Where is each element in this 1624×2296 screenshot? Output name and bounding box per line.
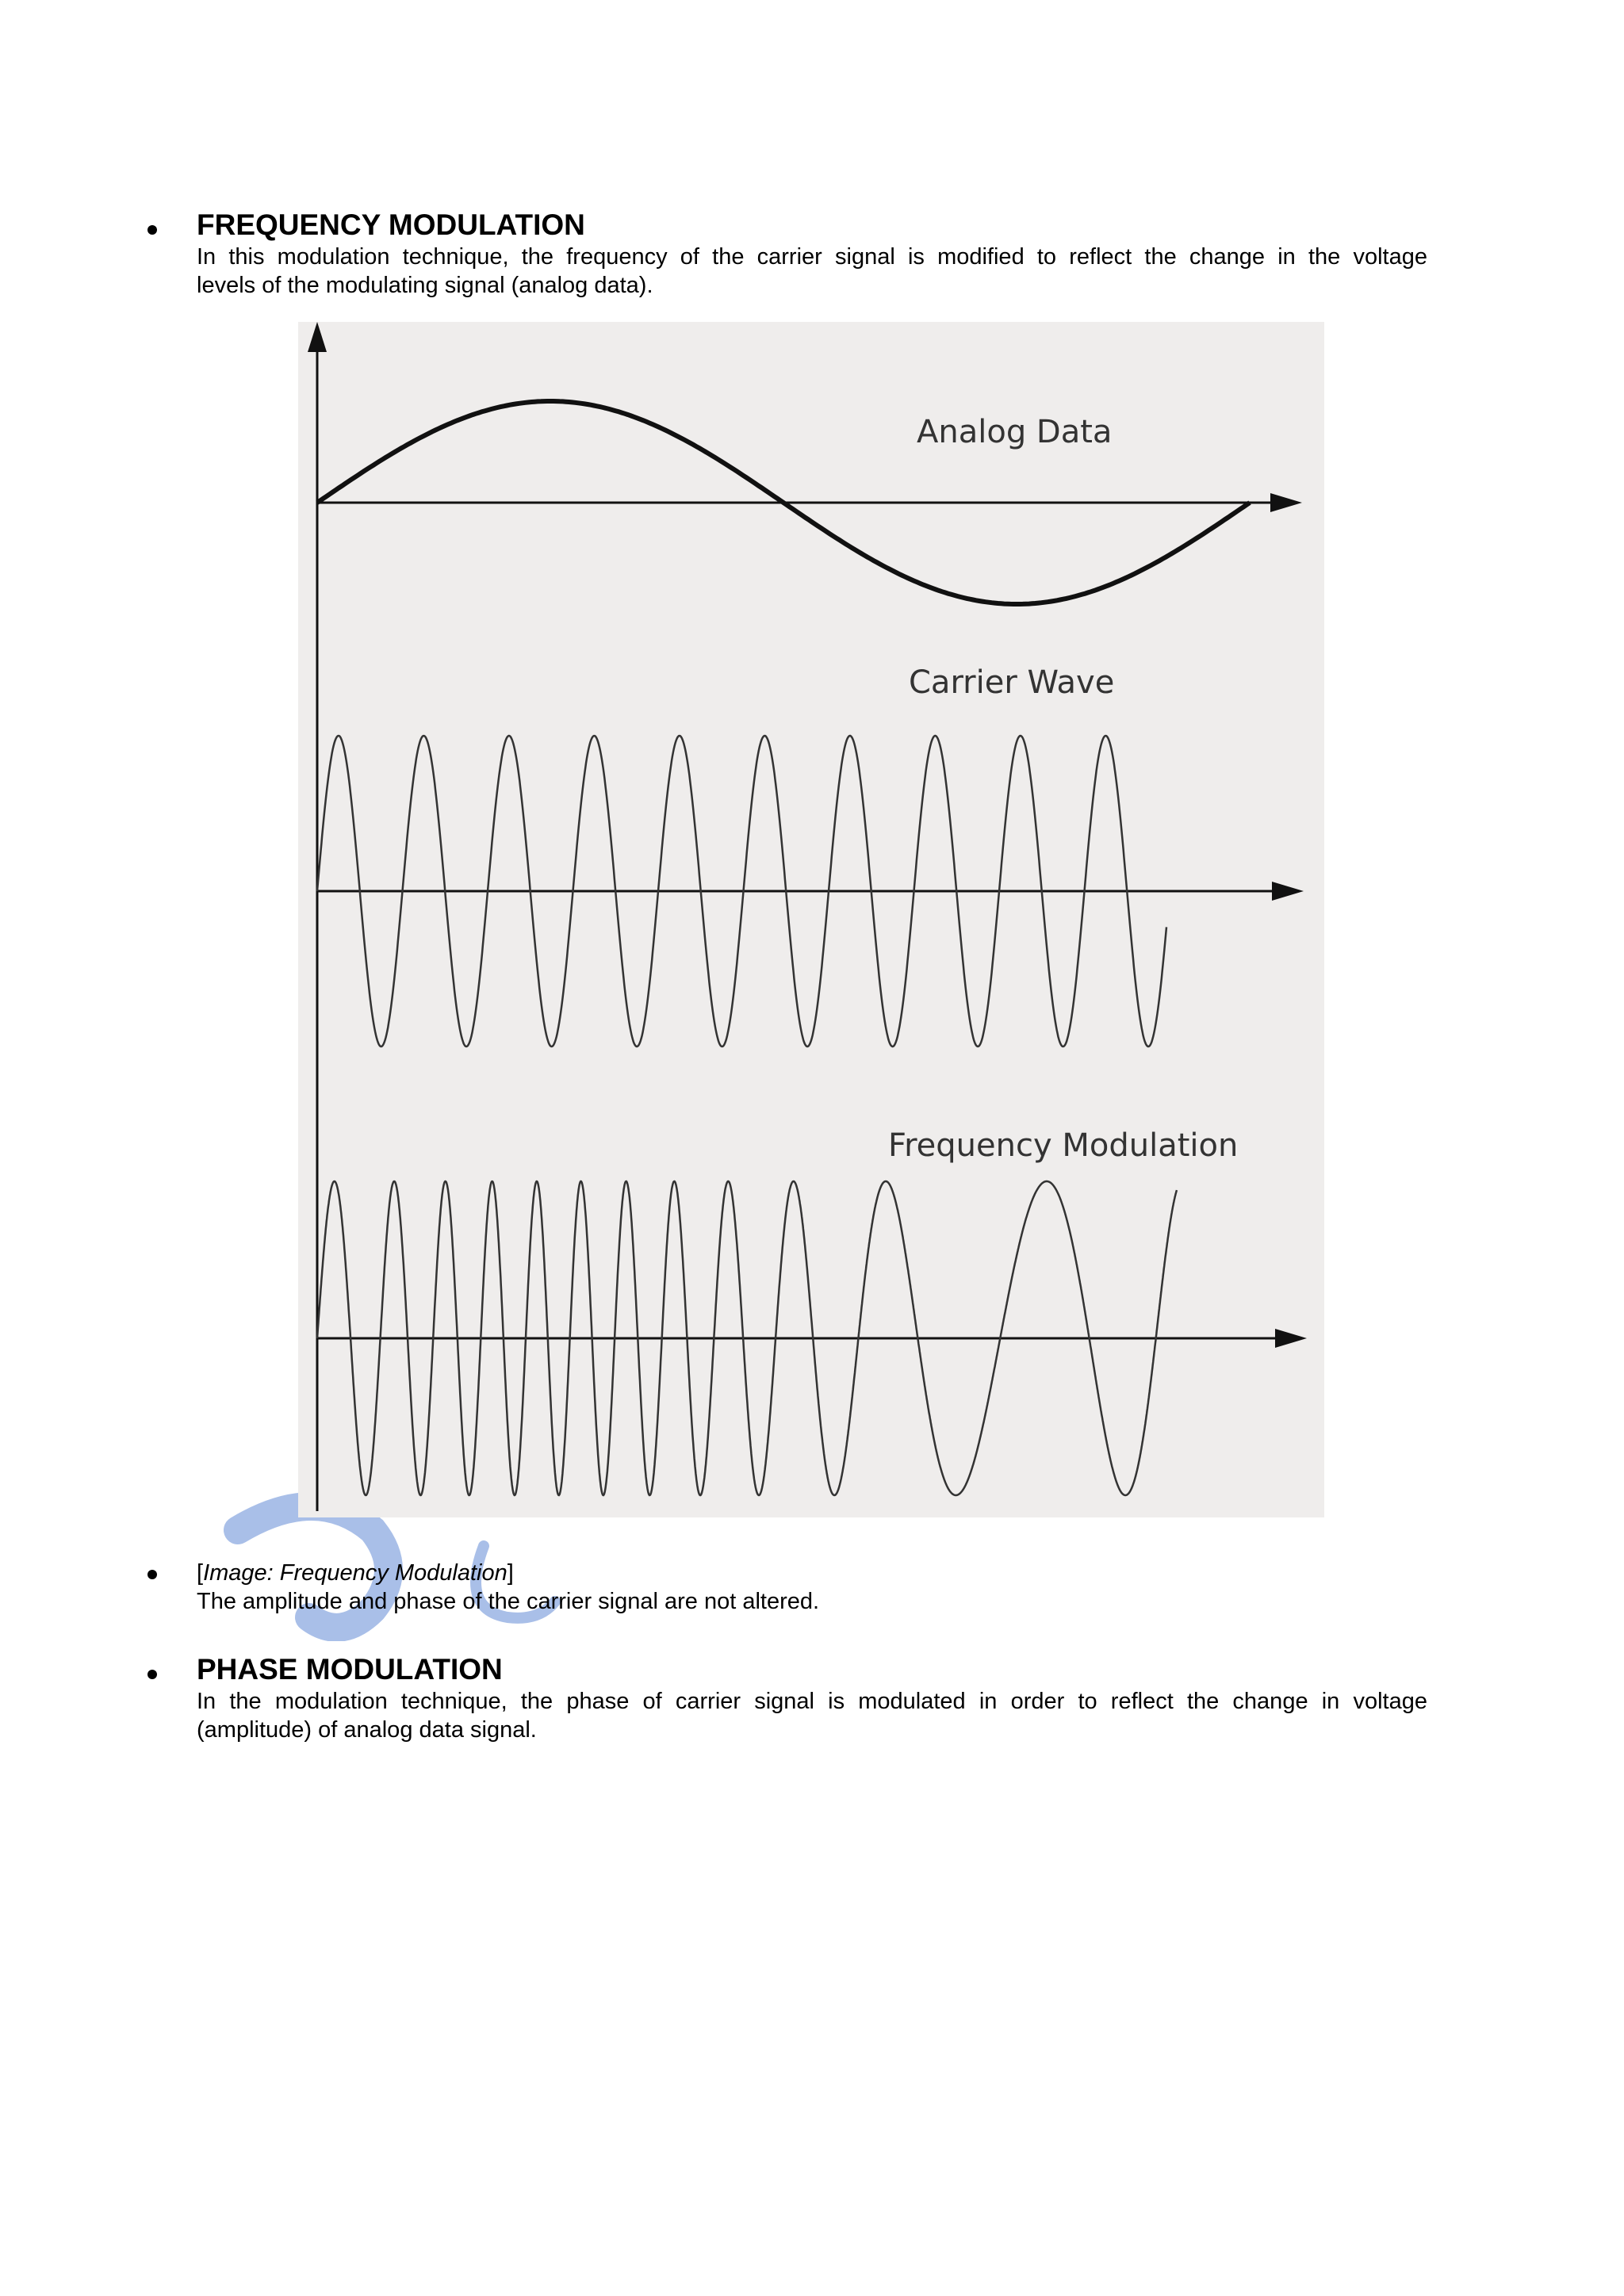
caption-image-label [197, 1559, 1427, 1587]
paragraph-line: (amplitude) of analog data signal. [197, 1717, 537, 1743]
section-phase-modulation [197, 1652, 1427, 1744]
heading-frequency-modulation: FREQUENCY MODULATION [197, 209, 585, 241]
bullet-dot [147, 1670, 157, 1679]
label-carrier-wave: Carrier Wave [909, 664, 1115, 701]
bullet-dot [147, 1570, 157, 1579]
bracket: [ [197, 1560, 204, 1586]
analog-axis-arrow [1270, 493, 1302, 512]
carrier-axis-arrow [1272, 882, 1304, 901]
figure-caption [197, 1559, 1427, 1616]
caption-image-text: Image: Frequency Modulation [203, 1560, 508, 1586]
paragraph-line: levels of the modulating signal (analog data). [197, 273, 653, 298]
section-frequency-modulation [197, 208, 1427, 300]
caption-note: The amplitude and phase of the carrier signal are not altered. [197, 1589, 820, 1614]
bullet-dot [147, 225, 157, 235]
waveform-diagram [298, 322, 1324, 1517]
paragraph-line: In the modulation technique, the phase of carrier signal is modulated in order to reflect the change in voltage [197, 1689, 1427, 1714]
fm-axis-arrow [1275, 1329, 1307, 1348]
frequency-modulation-figure [298, 322, 1324, 1517]
bracket: ] [507, 1560, 514, 1586]
heading-phase-modulation: PHASE MODULATION [197, 1653, 503, 1686]
label-frequency-modulation: Frequency Modulation [888, 1127, 1239, 1164]
vertical-axis-arrow [308, 322, 327, 352]
label-analog-data: Analog Data [917, 414, 1113, 450]
paragraph-line: In this modulation technique, the frequency of the carrier signal is modified to reflect the change in the voltage [197, 244, 1427, 270]
